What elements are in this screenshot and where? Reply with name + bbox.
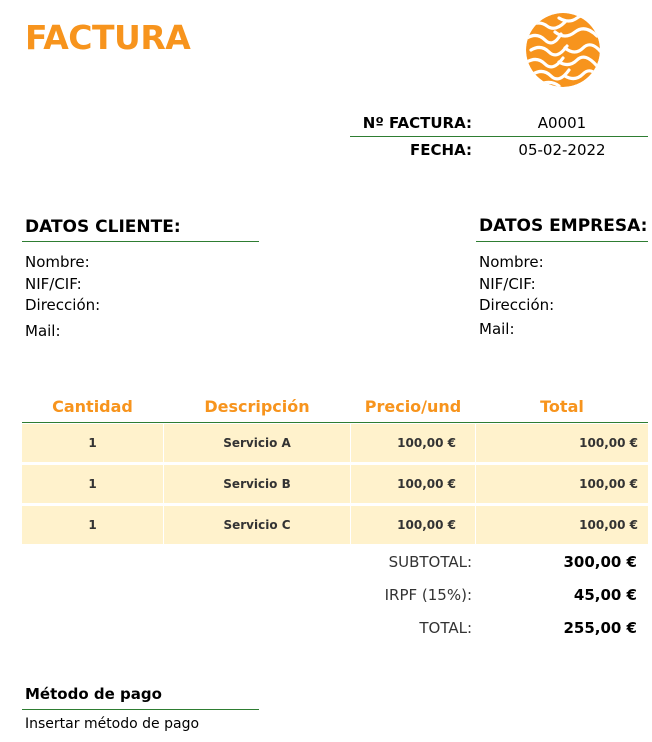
invoice-number-value: A0001: [537, 114, 587, 132]
invoice-number-rule: [350, 136, 648, 137]
company-heading-rule: [476, 241, 648, 242]
row-total: 100,00 €: [579, 518, 638, 532]
company-address-label: Dirección:: [479, 296, 555, 314]
column-divider: [163, 506, 164, 544]
col-header-unit-price: Precio/und: [364, 397, 462, 416]
row-quantity: 1: [88, 477, 97, 491]
column-divider: [163, 465, 164, 503]
column-divider: [350, 465, 351, 503]
column-divider: [350, 506, 351, 544]
company-mail-label: Mail:: [479, 320, 515, 338]
row-description: Servicio A: [223, 436, 291, 450]
total-value: 255,00 €: [563, 619, 637, 637]
payment-method-heading: Método de pago: [25, 685, 162, 703]
client-nif-label: NIF/CIF:: [25, 275, 82, 293]
company-name-label: Nombre:: [479, 253, 544, 271]
subtotal-value: 300,00 €: [563, 553, 637, 571]
row-total: 100,00 €: [579, 477, 638, 491]
row-total: 100,00 €: [579, 436, 638, 450]
irpf-value: 45,00 €: [573, 586, 637, 604]
col-header-description: Descripción: [204, 397, 310, 416]
col-header-quantity: Cantidad: [52, 397, 133, 416]
col-header-total: Total: [540, 397, 584, 416]
row-unit-price: 100,00 €: [397, 477, 456, 491]
row-quantity: 1: [88, 436, 97, 450]
client-heading-rule: [22, 241, 259, 242]
table-row: [22, 506, 648, 544]
column-divider: [475, 506, 476, 544]
row-unit-price: 100,00 €: [397, 518, 456, 532]
client-address-label: Dirección:: [25, 296, 101, 314]
invoice-date-value: 05-02-2022: [518, 141, 606, 159]
invoice-date-label: FECHA:: [410, 141, 472, 159]
company-heading: DATOS EMPRESA:: [479, 216, 648, 236]
table-row: [22, 424, 648, 462]
company-logo-icon: [525, 12, 601, 88]
total-label: TOTAL:: [419, 619, 472, 637]
column-divider: [350, 424, 351, 462]
client-name-label: Nombre:: [25, 253, 90, 271]
row-description: Servicio B: [223, 477, 291, 491]
row-unit-price: 100,00 €: [397, 436, 456, 450]
client-heading: DATOS CLIENTE:: [25, 217, 181, 237]
invoice-title: FACTURA: [25, 18, 191, 57]
payment-method-text: Insertar método de pago: [25, 716, 200, 732]
subtotal-label: SUBTOTAL:: [388, 553, 472, 571]
column-divider: [163, 424, 164, 462]
row-quantity: 1: [88, 518, 97, 532]
table-header-rule: [22, 422, 648, 423]
payment-method-rule: [22, 709, 259, 710]
table-row: [22, 465, 648, 503]
column-divider: [475, 424, 476, 462]
row-description: Servicio C: [223, 518, 291, 532]
invoice-number-label: Nº FACTURA:: [362, 114, 472, 132]
irpf-label: IRPF (15%):: [384, 586, 472, 604]
company-nif-label: NIF/CIF:: [479, 275, 536, 293]
client-mail-label: Mail:: [25, 322, 61, 340]
column-divider: [475, 465, 476, 503]
